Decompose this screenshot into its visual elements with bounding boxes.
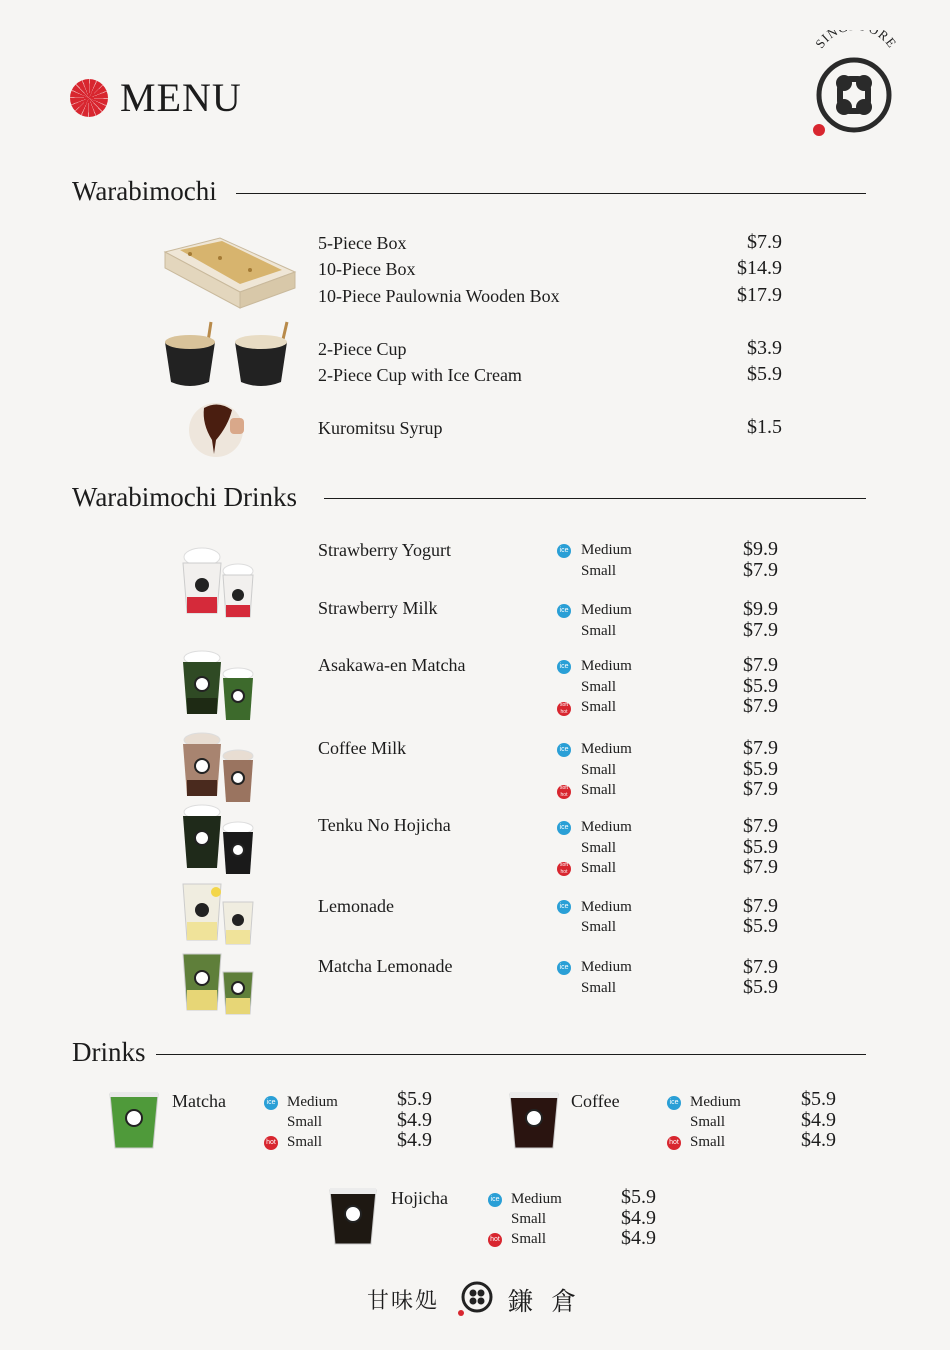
drink-price: $4.9 <box>397 1109 432 1131</box>
menu-item-name: 10-Piece Box <box>318 259 416 279</box>
hot-icon: hot <box>264 1136 278 1150</box>
size-label: Medium <box>511 1191 562 1207</box>
drink-price: $5.9 <box>743 976 778 998</box>
asakawa-en-matcha-image <box>180 648 260 723</box>
size-label: Small <box>581 623 617 639</box>
size-label: Medium <box>287 1094 338 1110</box>
size-label: Small <box>511 1231 547 1247</box>
drink-price: $5.9 <box>801 1088 836 1110</box>
drink-name: Hojicha <box>391 1188 448 1208</box>
hot-icon: hot <box>488 1233 502 1247</box>
warabimochi-cups-image <box>163 320 293 390</box>
drink-name: Matcha <box>172 1091 226 1111</box>
menu-item-price: $3.9 <box>747 337 782 359</box>
drink-price: $7.9 <box>743 856 778 878</box>
menu-item-name: 2-Piece Cup <box>318 339 407 359</box>
drink-price: $9.9 <box>743 598 778 620</box>
ice-icon: ice <box>264 1096 278 1110</box>
size-label: Medium <box>581 819 632 835</box>
ice-icon: ice <box>557 544 571 558</box>
drink-name: Asakawa-en Matcha <box>318 655 466 675</box>
drink-price: $5.9 <box>743 836 778 858</box>
size-label: Medium <box>581 741 632 757</box>
page-title: MENU <box>120 75 242 120</box>
section-rule <box>324 498 866 499</box>
hojicha-drink-image <box>328 1186 378 1248</box>
size-label: Small <box>690 1134 726 1150</box>
size-label: Medium <box>581 959 632 975</box>
strawberry-yogurt-image <box>180 545 260 620</box>
logo-badge-text: SIN RE <box>812 30 900 51</box>
drink-price: $7.9 <box>743 559 778 581</box>
kuromitsu-syrup-image <box>188 400 248 458</box>
drink-price: $5.9 <box>743 915 778 937</box>
ice-icon: ice <box>557 604 571 618</box>
menu-item-name: 10-Piece Paulownia Wooden Box <box>318 286 560 306</box>
section-rule <box>156 1054 866 1055</box>
wooden-box-image <box>160 232 300 310</box>
drink-price: $4.9 <box>801 1129 836 1151</box>
size-label: Small <box>581 840 617 856</box>
size-label: Medium <box>581 542 632 558</box>
drink-price: $4.9 <box>621 1207 656 1229</box>
size-label: Medium <box>581 602 632 618</box>
drink-price: $4.9 <box>621 1227 656 1249</box>
drink-name: Strawberry Milk <box>318 598 438 618</box>
ice-icon: ice <box>557 961 571 975</box>
size-label: Small <box>581 919 617 935</box>
drink-price: $5.9 <box>621 1186 656 1208</box>
section-heading-warabimochi-drinks: Warabimochi Drinks <box>72 482 298 512</box>
section-rule <box>236 193 866 194</box>
drink-name: Coffee <box>571 1091 620 1111</box>
drink-price: $7.9 <box>743 654 778 676</box>
lemonade-image <box>180 878 260 948</box>
drink-name: Strawberry Yogurt <box>318 540 451 560</box>
ice-icon: ice <box>488 1193 502 1207</box>
size-label: Small <box>690 1114 726 1130</box>
footer-text-left: 甘味処 <box>367 1288 440 1313</box>
footer-logo <box>457 1281 497 1317</box>
drink-name: Coffee Milk <box>318 738 407 758</box>
soft-hot-icon: soft hot <box>557 862 571 876</box>
footer-text-right: 鎌 倉 <box>508 1289 583 1316</box>
menu-item-price: $17.9 <box>737 284 782 306</box>
menu-item-price: $5.9 <box>747 363 782 385</box>
ice-icon: ice <box>557 660 571 674</box>
size-label: Small <box>581 782 617 798</box>
ice-icon: ice <box>557 743 571 757</box>
coffee-milk-image <box>180 730 260 805</box>
soft-hot-icon: soft hot <box>557 702 571 716</box>
drink-price: $5.9 <box>397 1088 432 1110</box>
matcha-lemonade-image <box>180 948 260 1018</box>
matcha-drink-image <box>108 1090 160 1152</box>
size-label: Small <box>581 563 617 579</box>
menu-item-price: $14.9 <box>737 257 782 279</box>
drink-price: $9.9 <box>743 538 778 560</box>
size-label: Medium <box>581 899 632 915</box>
drink-price: $7.9 <box>743 815 778 837</box>
size-label: Small <box>581 860 617 876</box>
ice-icon: ice <box>667 1096 681 1110</box>
drink-price: $7.9 <box>743 737 778 759</box>
drink-price: $5.9 <box>743 758 778 780</box>
ice-icon: ice <box>557 821 571 835</box>
size-label: Medium <box>581 658 632 674</box>
section-heading-drinks: Drinks <box>72 1037 146 1067</box>
section-heading-warabimochi: Warabimochi <box>72 176 217 206</box>
drink-name: Lemonade <box>318 896 394 916</box>
drink-price: $7.9 <box>743 895 778 917</box>
drink-price: $7.9 <box>743 619 778 641</box>
menu-item-name: 2-Piece Cup with Ice Cream <box>318 365 522 385</box>
size-label: Small <box>581 762 617 778</box>
hot-icon: hot <box>667 1136 681 1150</box>
size-label: Small <box>287 1114 323 1130</box>
coffee-drink-image <box>508 1090 560 1152</box>
hinomaru-icon <box>70 79 108 117</box>
drink-price: $4.9 <box>801 1109 836 1131</box>
drink-price: $7.9 <box>743 778 778 800</box>
size-label: Small <box>581 699 617 715</box>
size-label: Small <box>581 980 617 996</box>
svg-text:SINGAPORE <box>812 30 900 51</box>
size-label: Small <box>287 1134 323 1150</box>
drink-price: $7.9 <box>743 956 778 978</box>
tenku-no-hojicha-image <box>180 802 260 877</box>
size-label: Medium <box>690 1094 741 1110</box>
ice-icon: ice <box>557 900 571 914</box>
drink-price: $7.9 <box>743 695 778 717</box>
menu-item-name: Kuromitsu Syrup <box>318 418 443 438</box>
menu-item-price: $7.9 <box>747 231 782 253</box>
drink-price: $5.9 <box>743 675 778 697</box>
singapore-logo <box>806 30 906 140</box>
size-label: Small <box>511 1211 547 1227</box>
menu-item-name: 5-Piece Box <box>318 233 407 253</box>
drink-name: Tenku No Hojicha <box>318 815 451 835</box>
drink-name: Matcha Lemonade <box>318 956 453 976</box>
size-label: Small <box>581 679 617 695</box>
drink-price: $4.9 <box>397 1129 432 1151</box>
menu-item-price: $1.5 <box>747 416 782 438</box>
soft-hot-icon: soft hot <box>557 785 571 799</box>
